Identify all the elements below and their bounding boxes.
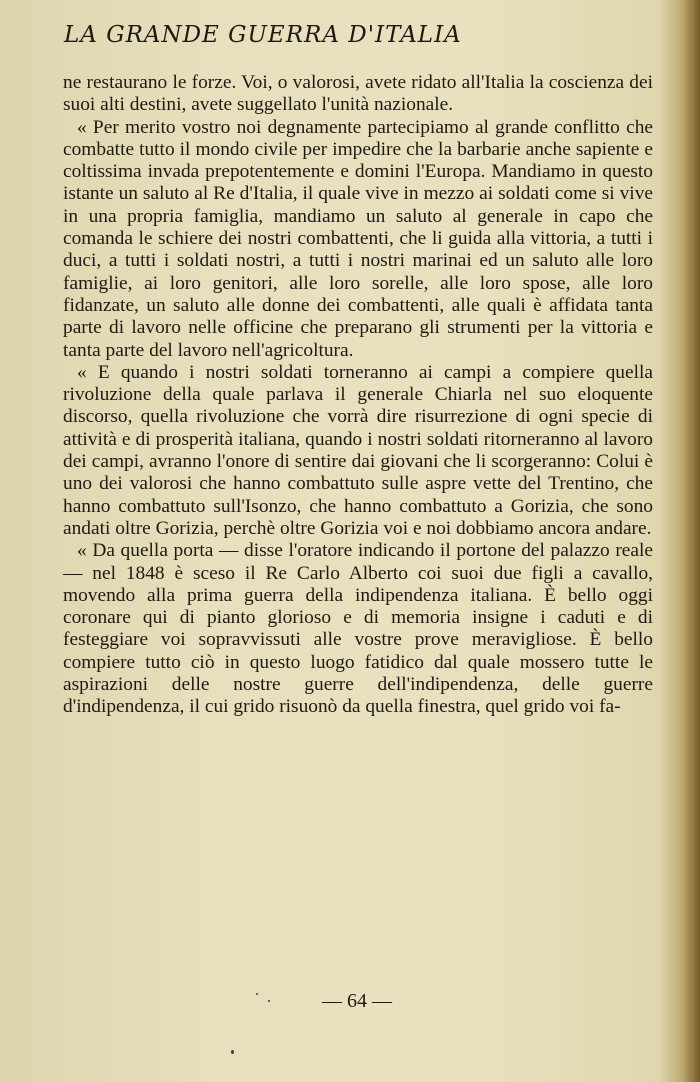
- paragraph-1: ne restaurano le forze. Voi, o valorosi, avete ridato all'Italia la coscienza dei suoi alti destini, avete suggellato l'unità nazionale.: [63, 72, 653, 116]
- page-number: — 64 —: [322, 990, 392, 1012]
- paragraph-2: « Per merito vostro noi degnamente partecipiamo al grande conflitto che combatte tutto il mondo civile per impedire che la barbarie anche sapiente e coltissima invada prepotentemente e domini l'Europa. Mandiamo in questo istante un saluto al Re d'Italia, il quale vive in mezzo ai soldati come si vive in una propria famiglia, mandiamo un saluto al generale in capo che comanda le schiere dei nostri combattenti, che li guida alla vittoria, a tutti i duci, a tutti i soldati nostri, a tutti i nostri marinai ed un saluto alle loro famiglie, ai loro genitori, alle loro sorelle, alle loro spose, alle loro fidanzate, un saluto alle donne dei combattenti, alle quali è affidata tanta parte di lavoro nelle officine che preparano gli strumenti per la vittoria e tanta parte del lavoro nell'agricoltura.: [63, 116, 653, 361]
- body-text: [63, 72, 653, 719]
- running-title: LA GRANDE GUERRA D'ITALIA: [64, 22, 462, 48]
- paragraph-3: « E quando i nostri soldati torneranno ai campi a compiere quella rivoluzione della quale parlava il generale Chiarla nel suo eloquente discorso, quella rivoluzione che vorrà dire risurrezione di ogni specie di attività e di prosperità italiana, quando i nostri soldati ritorneranno al lavoro dei campi, avranno l'onore di sentire dai giovani che li scorgeranno: Colui è uno dei valorosi che hanno combattuto sulle aspre vette del Trentino, che hanno combattuto sull'Isonzo, che hanno combattuto a Gorizia, che sono andati oltre Gorizia, perchè oltre Gorizia voi e noi dobbiamo ancora andare.: [63, 361, 653, 539]
- ink-speck: [256, 993, 258, 995]
- page-gutter-shadow: [682, 0, 700, 1082]
- paragraph-4: « Da quella porta — disse l'oratore indicando il portone del palazzo reale — nel 1848 è sceso il Re Carlo Alberto coi suoi due figli a cavallo, movendo alla prima guerra della indipendenza italiana. È bello oggi coronare qui di pianto glorioso e di memoria insigne i caduti e di festeggiare voi sopravvissuti alle vostre prove meravigliose. È bello compiere tutto ciò in questo luogo fatidico dal quale mossero tutte le aspirazioni delle nostre guerre dell'indipendenza, delle guerre d'indipendenza, il cui grido risuonò da quella finestra, quel grido voi fa-: [63, 540, 653, 718]
- ink-speck: [268, 1000, 270, 1002]
- ink-speck: [231, 1050, 234, 1054]
